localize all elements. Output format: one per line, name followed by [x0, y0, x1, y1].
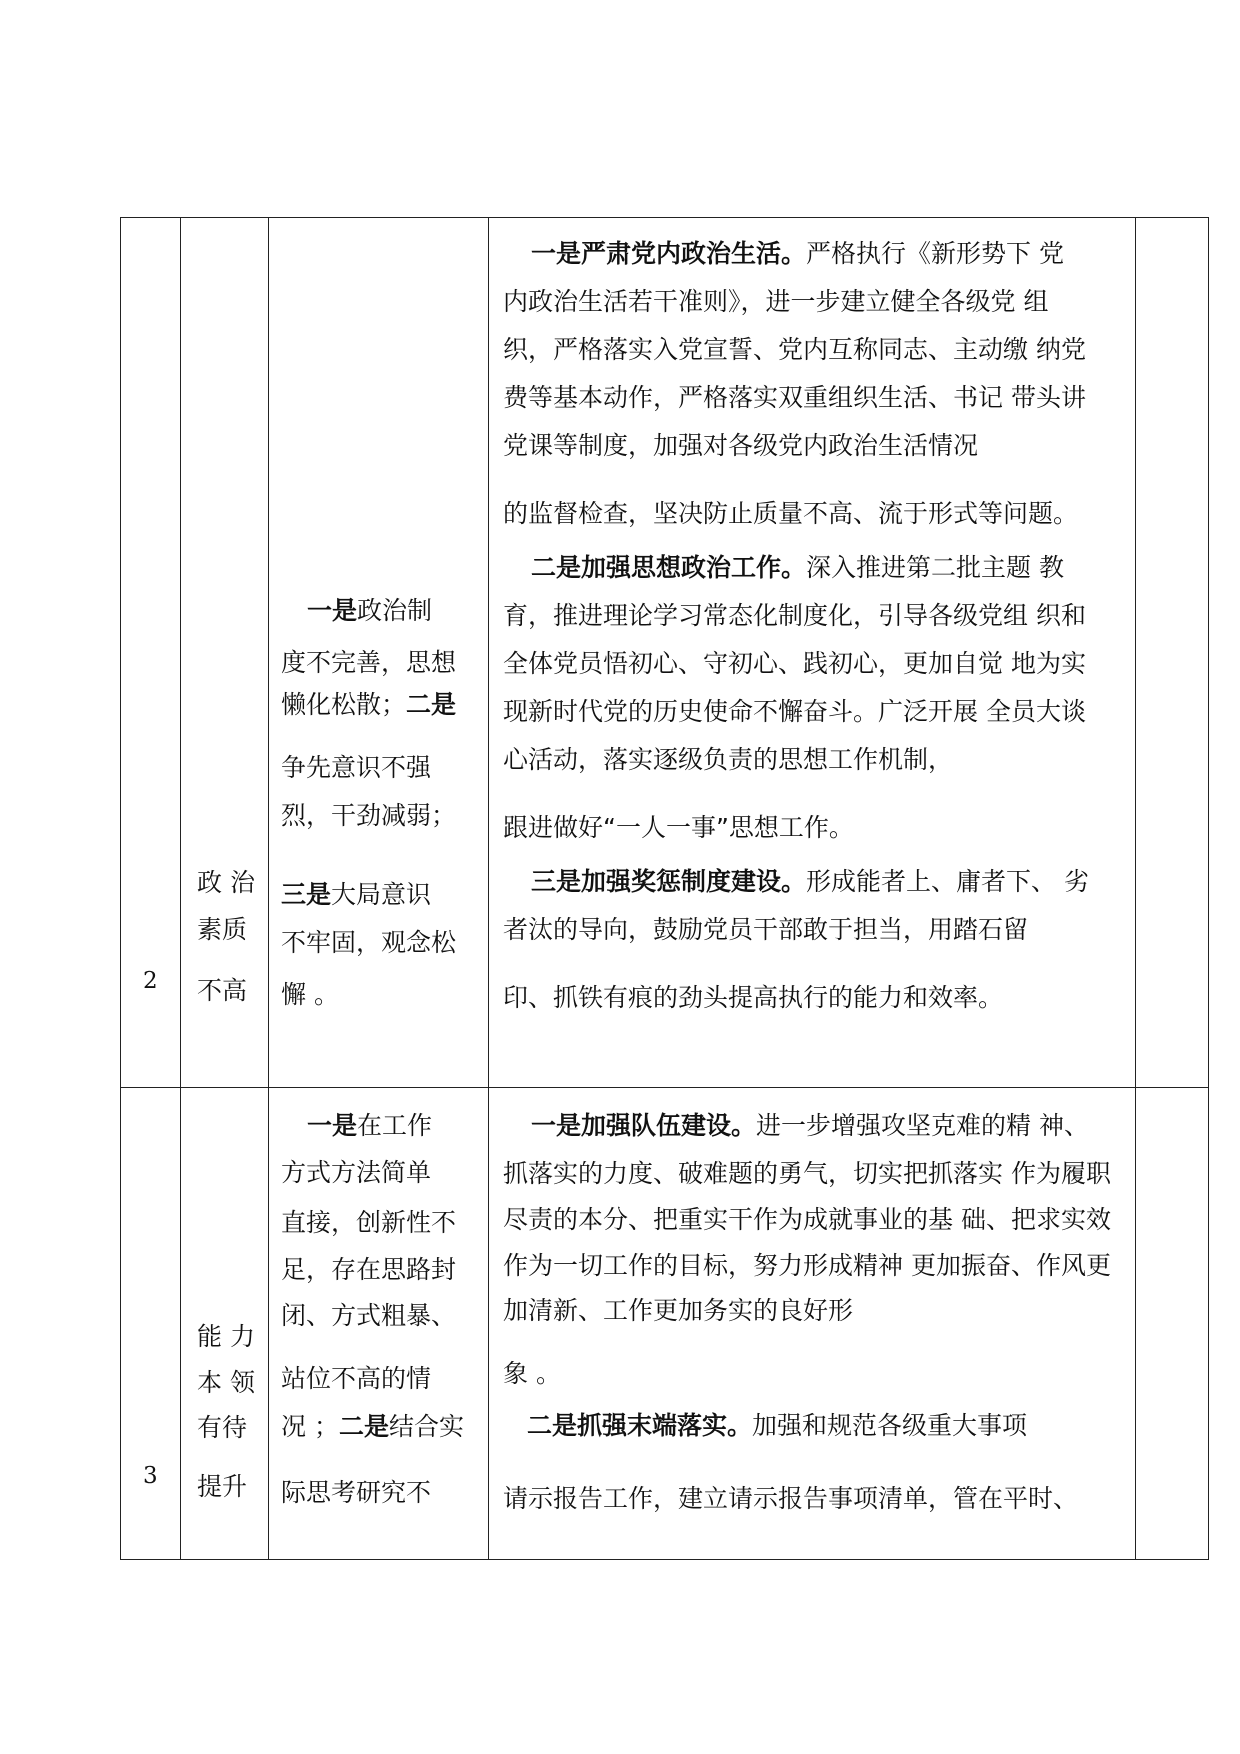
- table-row: [121, 1088, 1209, 1560]
- measures-cell: [489, 218, 1136, 1088]
- measure-line: 二是加强思想政治工作。深入推进第二批主题 教: [531, 553, 1064, 582]
- row-number-cell: [121, 1088, 181, 1560]
- measure-line: 者汰的导向，鼓励党员干部敢于担当，用踏石留: [503, 915, 1029, 944]
- extra-cell: [1136, 1088, 1209, 1560]
- category-line: 有待: [197, 1413, 248, 1442]
- problem-line: 度不完善，思想: [281, 648, 457, 677]
- category-cell: [181, 218, 269, 1088]
- measure-line: 象 。: [503, 1359, 561, 1388]
- measure-line: 请示报告工作，建立请示报告事项清单，管在平时、: [503, 1484, 1079, 1513]
- row-number: 2: [143, 968, 158, 994]
- problem-line: 懈 。: [281, 980, 339, 1009]
- category-line: 素质: [197, 915, 248, 944]
- category-line: 政 治: [197, 868, 255, 897]
- problem-line: 际思考研究不: [281, 1478, 432, 1507]
- category-line: 能 力: [197, 1322, 255, 1351]
- row-number: 3: [143, 1463, 158, 1489]
- measure-line: 内政治生活若干准则》，进一步建立健全各级党 组: [503, 287, 1049, 316]
- table-row: [121, 218, 1209, 1088]
- measure-line: 心活动，落实逐级负责的思想工作机制，: [503, 745, 954, 774]
- category-cell: [181, 1088, 269, 1560]
- problem-cell: [269, 218, 489, 1088]
- measure-line: 育，推进理论学习常态化制度化，引导各级党组 织和: [503, 601, 1086, 630]
- problem-line: 直接，创新性不: [281, 1208, 457, 1237]
- measure-line: 跟进做好“一人一事”思想工作。: [503, 813, 854, 842]
- problem-line: 足，存在思路封: [281, 1255, 457, 1284]
- problem-cell: [269, 1088, 489, 1560]
- measure-line: 尽责的本分、把重实干作为成就事业的基 础、把求实效: [503, 1205, 1111, 1234]
- measures-table: [120, 217, 1209, 1560]
- problem-line: 三是大局意识: [281, 880, 432, 909]
- problem-line: 烈，干劲减弱；: [281, 801, 457, 830]
- problem-line: 方式方法简单: [281, 1158, 432, 1187]
- measure-line: 现新时代党的历史使命不懈奋斗。广泛开展 全员大谈: [503, 697, 1086, 726]
- category-line: 本 领: [197, 1368, 255, 1397]
- problem-line: 站位不高的情: [281, 1364, 432, 1393]
- problem-line: 争先意识不强: [281, 753, 432, 782]
- measures-cell: [489, 1088, 1136, 1560]
- measure-line: 党课等制度，加强对各级党内政治生活情况: [503, 431, 979, 460]
- problem-line: 一是政治制: [307, 596, 433, 625]
- problem-line: 一是在工作: [307, 1111, 433, 1140]
- problem-line: 懒化松散；二是: [281, 690, 457, 719]
- row-number-cell: [121, 218, 181, 1088]
- measure-line: 一是严肃党内政治生活。严格执行《新形势下 党: [531, 239, 1064, 268]
- problem-line: 闭、方式粗暴、: [281, 1301, 457, 1330]
- measure-line: 的监督检查，坚决防止质量不高、流于形式等问题。: [503, 499, 1079, 528]
- problem-line: 况 ；二是结合实: [281, 1412, 464, 1441]
- measure-line: 三是加强奖惩制度建设。形成能者上、庸者下、 劣: [531, 867, 1089, 896]
- measure-line: 抓落实的力度、破难题的勇气，切实把抓落实 作为履职: [503, 1159, 1111, 1188]
- measure-line: 一是加强队伍建设。进一步增强攻坚克难的精 神、: [531, 1111, 1089, 1140]
- extra-cell: [1136, 218, 1209, 1088]
- category-line: 不高: [197, 976, 248, 1005]
- measure-line: 印、抓铁有痕的劲头提高执行的能力和效率。: [503, 983, 1004, 1012]
- measure-line: 作为一切工作的目标，努力形成精神 更加振奋、作风更: [503, 1251, 1111, 1280]
- problem-line: 不牢固，观念松: [281, 928, 457, 957]
- measure-line: 全体党员悟初心、守初心、践初心，更加自觉 地为实: [503, 649, 1086, 678]
- measure-line: 费等基本动作，严格落实双重组织生活、书记 带头讲: [503, 383, 1086, 412]
- category-line: 提升: [197, 1472, 248, 1501]
- measure-line: 加清新、工作更加务实的良好形: [503, 1296, 854, 1325]
- measure-line: 织，严格落实入党宣誓、党内互称同志、主动缴 纳党: [503, 335, 1086, 364]
- measure-line: 二是抓强末端落实。加强和规范各级重大事项: [527, 1411, 1028, 1440]
